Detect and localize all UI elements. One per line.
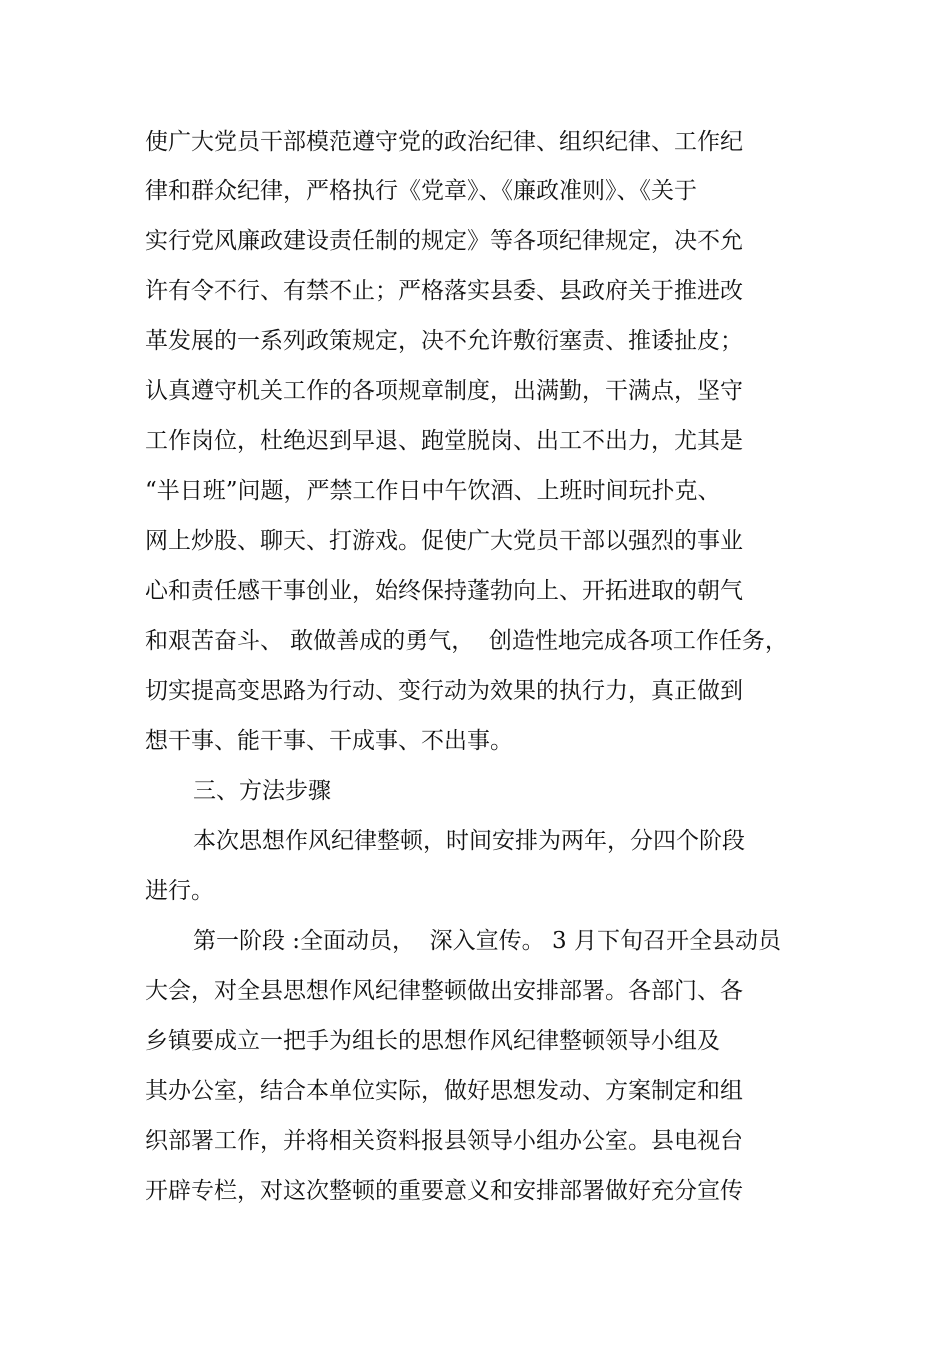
text-line: 乡镇要成立一把手为组长的思想作风纪律整顿领导小组及 — [145, 1028, 720, 1054]
text-line: 大会，对全县思想作风纪律整顿做出安排部署。各部门、各 — [145, 978, 743, 1004]
text-line: 本次思想作风纪律整顿，时间安排为两年，分四个阶段 — [193, 828, 745, 854]
text-line: 其办公室，结合本单位实际，做好思想发动、方案制定和组 — [145, 1078, 743, 1104]
text-line: 第一阶段 :全面动员， 深入宣传。 3 月下旬召开全县动员 — [193, 928, 781, 954]
text-line: 革发展的一系列政策规定，决不允许敷衍塞责、推诿扯皮； — [145, 328, 743, 354]
text-line: 想干事、能干事、干成事、不出事。 — [145, 728, 513, 754]
text-line: 律和群众纪律，严格执行《党章》、《廉政准则》、《关于 — [145, 178, 697, 204]
text-line: 开辟专栏，对这次整顿的重要意义和安排部署做好充分宣传 — [145, 1178, 743, 1204]
text-line: 工作岗位，杜绝迟到早退、跑堂脱岗、出工不出力，尤其是 — [145, 428, 743, 454]
text-line: 使广大党员干部模范遵守党的政治纪律、组织纪律、工作纪 — [145, 129, 743, 155]
text-line: 许有令不行、有禁不止；严格落实县委、县政府关于推进改 — [145, 278, 743, 304]
text-line: 实行党风廉政建设责任制的规定》等各项纪律规定，决不允 — [145, 228, 743, 254]
text-line: 和艰苦奋斗、 敢做善成的勇气， 创造性地完成各项工作任务， — [145, 628, 788, 654]
text-line: 认真遵守机关工作的各项规章制度，出满勤，干满点，坚守 — [145, 378, 743, 404]
text-line: “半日班”问题，严禁工作日中午饮酒、上班时间玩扑克、 — [145, 478, 721, 504]
text-line: 进行。 — [145, 878, 214, 904]
text-line: 织部署工作，并将相关资料报县领导小组办公室。县电视台 — [145, 1128, 743, 1154]
text-line: 网上炒股、聊天、打游戏。促使广大党员干部以强烈的事业 — [145, 528, 743, 554]
text-line: 切实提高变思路为行动、变行动为效果的执行力，真正做到 — [145, 678, 743, 704]
section-heading: 三、方法步骤 — [193, 778, 331, 804]
text-line: 心和责任感干事创业，始终保持蓬勃向上、开拓进取的朝气 — [145, 578, 743, 604]
